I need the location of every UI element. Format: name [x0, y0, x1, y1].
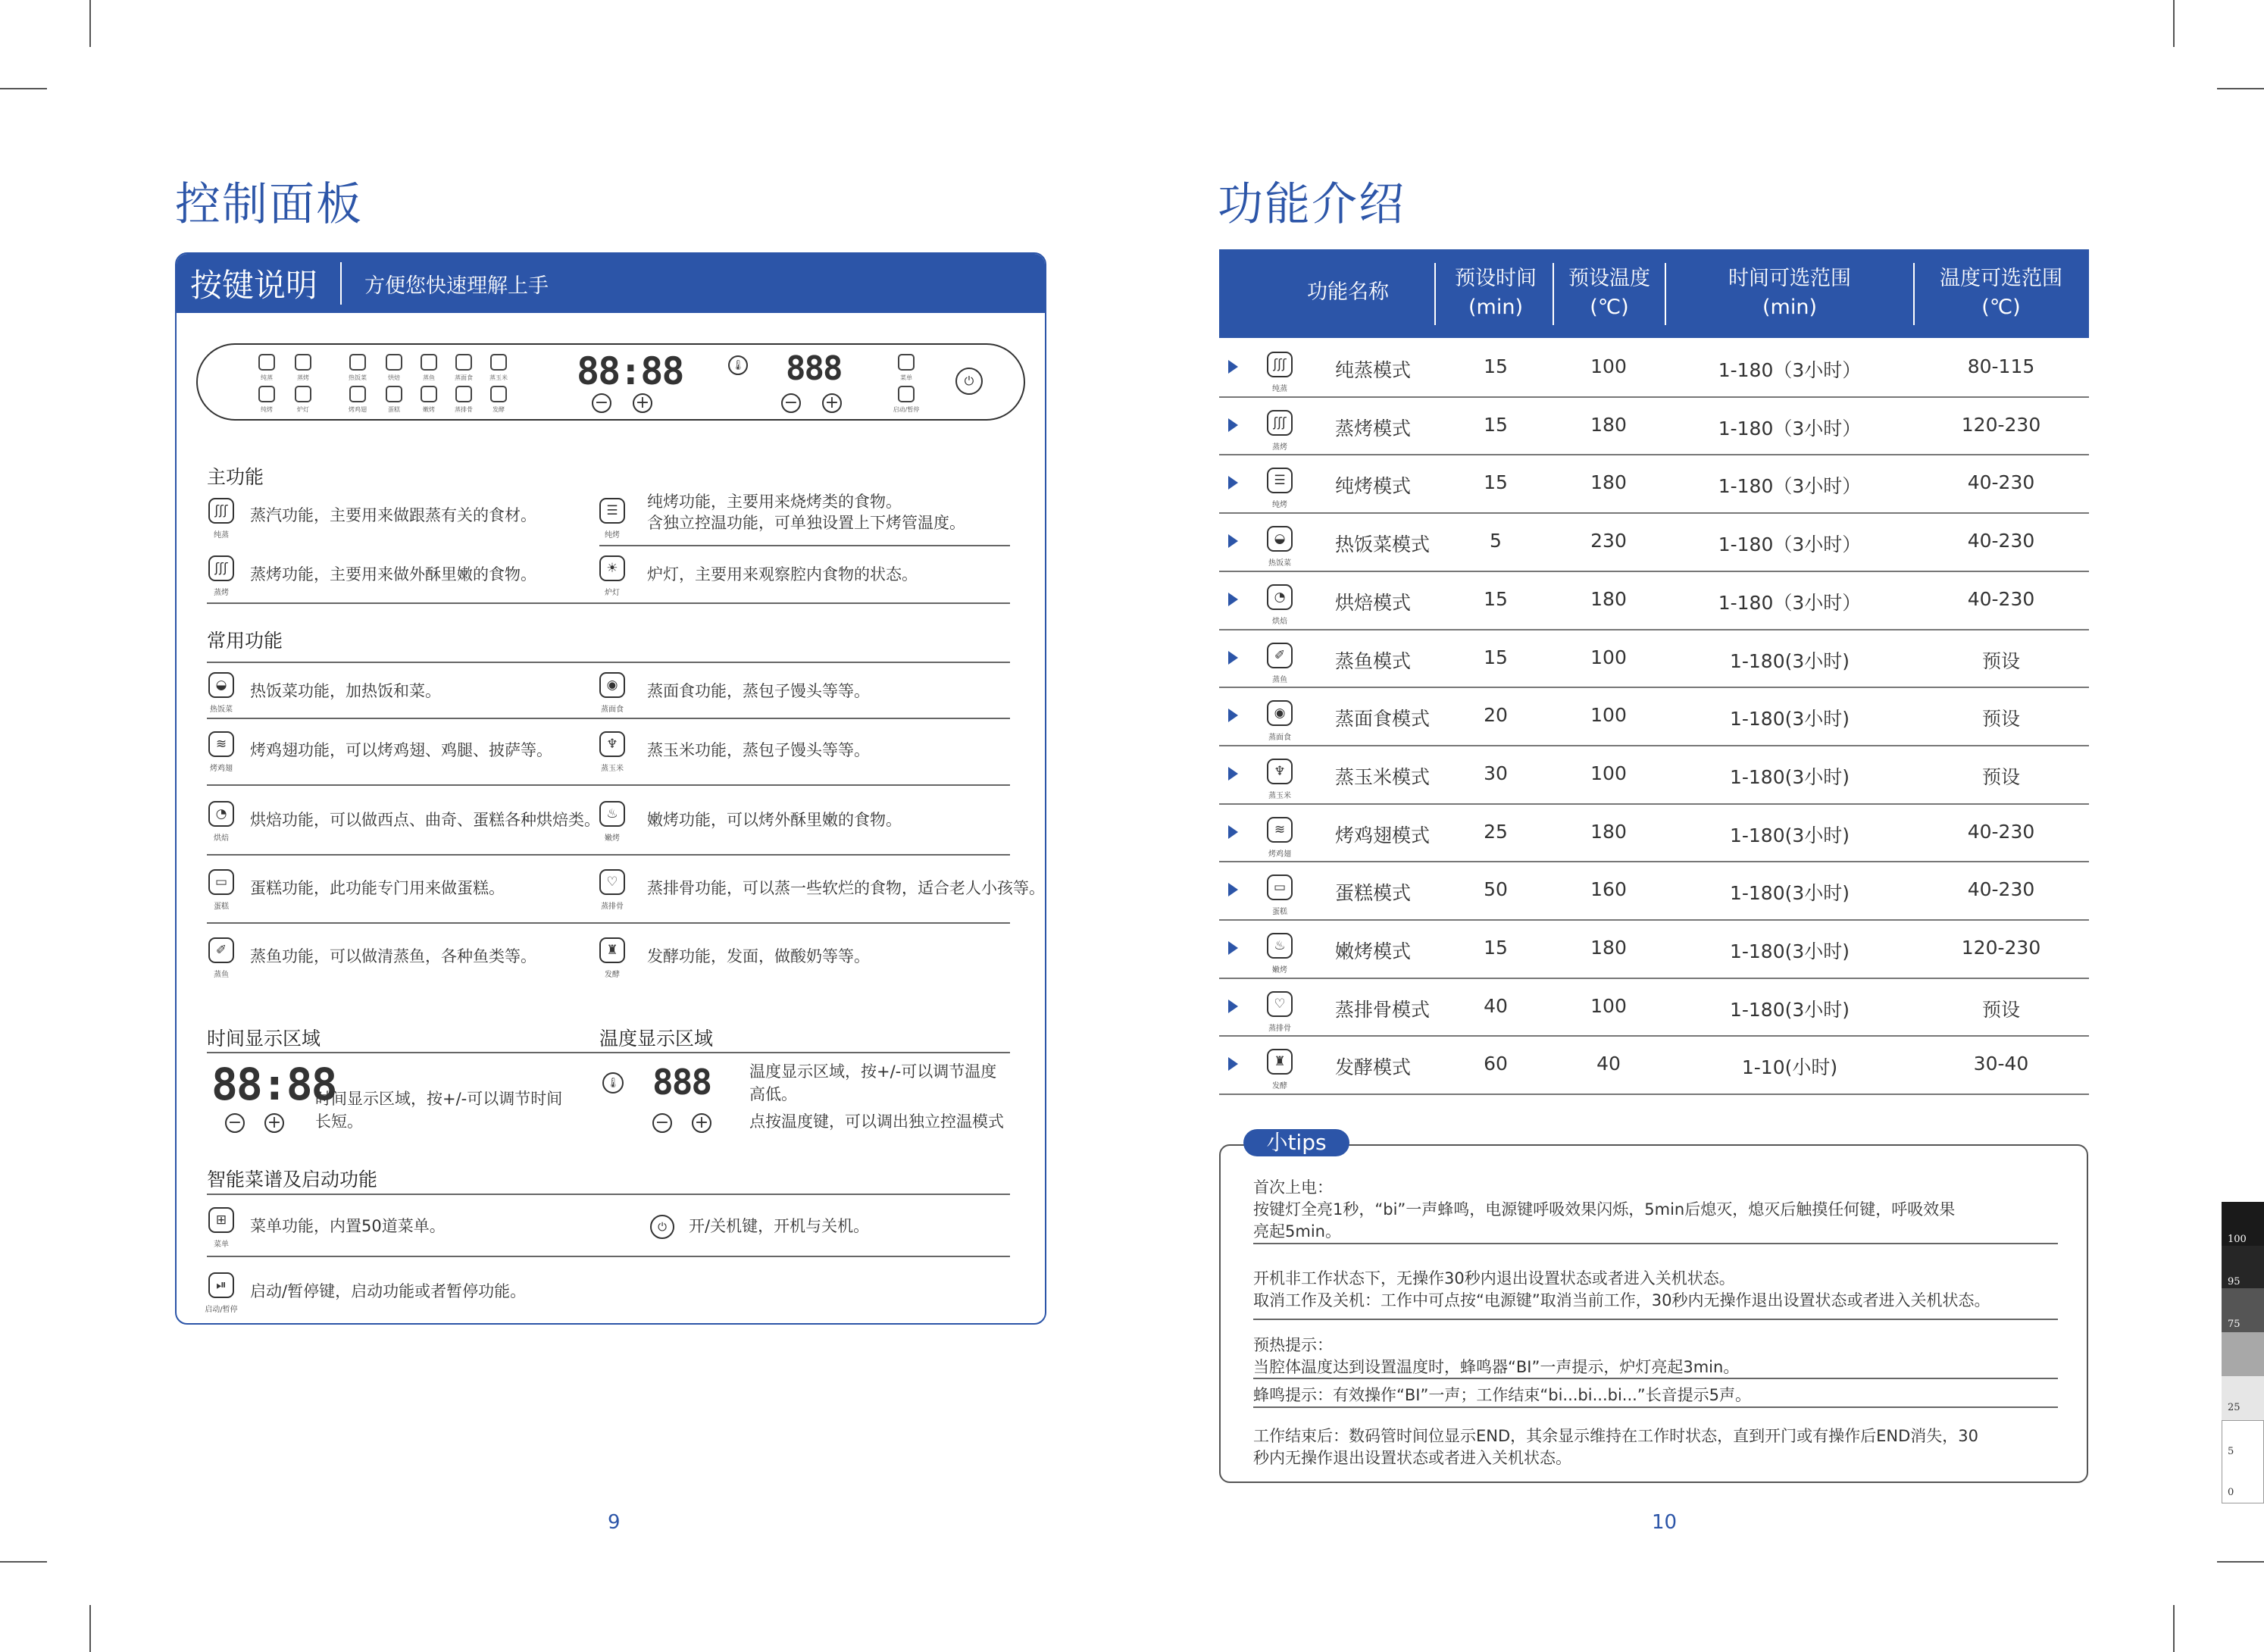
divider	[207, 1052, 1010, 1053]
plus-icon: +	[264, 1113, 284, 1133]
temp-range: 40-230	[1967, 878, 2035, 901]
preset-time: 15	[1484, 646, 1508, 668]
temp-desc: 点按温度键，可以调出独立控温模式	[749, 1112, 1004, 1131]
function-icon	[386, 354, 402, 371]
grey-scale-swatch	[2222, 1332, 2264, 1376]
start-pause-icon	[898, 386, 915, 402]
function-icon: ◒	[208, 672, 234, 698]
icon-caption: 纯烤	[1272, 501, 1287, 510]
temp-range: 预设	[1981, 649, 2020, 672]
icon-caption: 蒸烤	[1272, 443, 1287, 452]
function-label: 发酵	[493, 406, 505, 413]
tip-line: 预热提示：	[1253, 1336, 1333, 1354]
function-icon: ʃʃʃ	[1267, 352, 1293, 377]
header-temp-range: 温度可选范围	[1940, 267, 2062, 290]
row-arrow-icon	[1228, 767, 1238, 781]
icon-caption: 嫩烤	[605, 834, 620, 843]
time-range: 1-180（3小时）	[1718, 417, 1862, 440]
smart-item-desc: 开/关机键，开机与关机。	[689, 1217, 870, 1235]
row-divider	[1219, 803, 2089, 805]
tip-line: 首次上电：	[1253, 1178, 1333, 1197]
temp-range: 40-230	[1967, 530, 2035, 552]
function-name: 蒸鱼模式	[1335, 649, 1412, 672]
menu-label: 菜单	[900, 374, 912, 381]
main-item-desc: 纯烤功能，主要用来烧烤类的食物。	[647, 493, 902, 511]
function-icon	[421, 354, 437, 371]
preset-temp: 180	[1590, 587, 1627, 610]
icon-caption: 蒸排骨	[601, 903, 624, 911]
tip-divider	[1253, 1319, 2058, 1320]
function-name: 蛋糕模式	[1335, 882, 1412, 905]
common-item-desc: 热饭菜功能，加热饭和菜。	[250, 682, 441, 700]
control-panel-diagram	[196, 343, 1025, 421]
preset-time: 20	[1484, 704, 1508, 727]
preset-time: 5	[1490, 530, 1502, 552]
function-icon: ♡	[599, 869, 625, 895]
function-name: 蒸玉米模式	[1335, 765, 1431, 788]
grey-scale-swatch	[2222, 1376, 2264, 1420]
icon-caption: 烤鸡翅	[210, 765, 233, 773]
preset-time: 25	[1484, 820, 1508, 843]
page-number: 10	[1652, 1511, 1678, 1534]
function-label: 蒸鱼	[423, 374, 435, 381]
function-icon: ◉	[1267, 700, 1293, 726]
main-item-desc: 炉灯，主要用来观察腔内食物的状态。	[647, 565, 918, 584]
function-label: 蒸烤	[297, 374, 309, 381]
section-main-functions: 主功能	[207, 466, 264, 488]
grey-scale-label: 0	[2228, 1487, 2234, 1498]
time-desc: 时间显示区域，按+/-可以调节时间	[315, 1090, 563, 1108]
function-icon: ◉	[599, 672, 625, 698]
preset-time: 15	[1484, 413, 1508, 436]
icon-caption: 蒸面食	[1268, 734, 1291, 743]
time-display: 88:88	[577, 349, 683, 393]
function-icon: ✐	[208, 937, 234, 963]
icon-caption: 蛋糕	[1272, 908, 1287, 917]
time-range: 1-180(3小时)	[1729, 765, 1850, 788]
divider	[207, 718, 1010, 719]
time-display-large: 88:88	[211, 1059, 336, 1110]
row-arrow-icon	[1228, 825, 1238, 839]
preset-time: 40	[1484, 994, 1508, 1017]
row-arrow-icon	[1228, 476, 1238, 490]
function-icon	[295, 386, 311, 402]
icon-caption: 菜单	[214, 1241, 229, 1249]
time-desc: 长短。	[315, 1112, 363, 1131]
row-arrow-icon	[1228, 709, 1238, 722]
function-icon: ≋	[1267, 817, 1293, 843]
icon-caption: 发酵	[1272, 1082, 1287, 1091]
header-function-name: 功能名称	[1307, 280, 1389, 304]
power-icon: ⏻	[650, 1215, 674, 1239]
grey-scale-label: 75	[2228, 1319, 2241, 1330]
icon-caption: 蒸烤	[214, 589, 229, 597]
tip-line: 工作结束后：数码管时间位显示END，其余显示维持在工作时状态，直到开门或有操作后END消失，30	[1253, 1427, 1979, 1445]
function-icon: ♜	[599, 937, 625, 963]
preset-time: 30	[1484, 762, 1508, 784]
icon-caption: 启动/暂停	[205, 1306, 238, 1314]
function-icon: ♨	[1267, 933, 1293, 959]
row-arrow-icon	[1228, 360, 1238, 374]
row-arrow-icon	[1228, 593, 1238, 606]
divider	[599, 545, 1010, 546]
minus-icon: −	[652, 1113, 672, 1133]
main-item-desc: 含独立控温功能，可单独设置上下烤管温度。	[647, 514, 965, 532]
divider	[207, 662, 1010, 663]
minus-icon: −	[592, 393, 611, 413]
function-name: 纯烤模式	[1335, 475, 1412, 498]
row-divider	[1219, 396, 2089, 398]
time-range: 1-180(3小时)	[1729, 824, 1850, 846]
section-smart-recipes: 智能菜谱及启动功能	[207, 1169, 378, 1191]
panel-header	[177, 254, 1045, 313]
temp-display-large: 888	[652, 1062, 711, 1103]
plus-icon: +	[633, 393, 652, 413]
temp-range: 30-40	[1973, 1053, 2029, 1075]
crop-mark	[2173, 1605, 2175, 1652]
temp-range: 预设	[1981, 765, 2020, 788]
power-icon: ⏻	[955, 368, 983, 395]
function-name: 烘焙模式	[1335, 591, 1412, 614]
icon-caption: 嫩烤	[1272, 966, 1287, 975]
preset-temp: 100	[1590, 762, 1627, 784]
menu-icon	[898, 354, 915, 371]
function-label: 蒸面食	[455, 374, 473, 381]
tip-line: 开机非工作状态下，无操作30秒内退出设置状态或者进入关机状态。	[1253, 1269, 1735, 1287]
section-time-display: 时间显示区域	[207, 1028, 321, 1050]
header-time-range-unit: (min)	[1762, 296, 1817, 319]
function-label: 纯烤	[261, 406, 273, 413]
icon-caption: 蒸玉米	[1268, 791, 1291, 800]
function-name: 蒸面食模式	[1335, 708, 1431, 731]
function-label: 嫩烤	[423, 406, 435, 413]
crop-mark	[2173, 0, 2175, 47]
section-common-functions: 常用功能	[207, 630, 283, 652]
preset-temp: 40	[1596, 1053, 1621, 1075]
smart-item-desc: 菜单功能，内置50道菜单。	[250, 1217, 446, 1235]
header-time-range: 时间可选范围	[1728, 267, 1851, 290]
tip-line: 当腔体温度达到设置温度时，蜂鸣器“BI”一声提示，炉灯亮起3min。	[1253, 1358, 1740, 1376]
function-name: 蒸烤模式	[1335, 417, 1412, 440]
divider	[207, 784, 1010, 786]
preset-time: 15	[1484, 471, 1508, 494]
time-range: 1-180（3小时）	[1718, 475, 1862, 498]
preset-temp: 180	[1590, 413, 1627, 436]
tip-line: 蜂鸣提示：有效操作“BI”一声；工作结束“bi...bi...bi...”长音提示5声。	[1253, 1386, 1752, 1404]
grey-scale-label: 25	[2228, 1402, 2241, 1413]
common-item-desc: 蒸面食功能，蒸包子馒头等等。	[647, 682, 870, 700]
divider	[207, 602, 1010, 604]
time-range: 1-180(3小时)	[1729, 940, 1850, 962]
icon-caption: 炉灯	[605, 589, 620, 597]
function-icon: ◔	[1267, 584, 1293, 610]
time-range: 1-180(3小时)	[1729, 882, 1850, 905]
panel-header-title: 按键说明	[190, 267, 318, 304]
temp-desc: 高低。	[749, 1085, 797, 1103]
grey-scale-label: 5	[2228, 1446, 2234, 1457]
function-icon: ▭	[1267, 874, 1293, 900]
preset-temp: 100	[1590, 704, 1627, 727]
function-icon: ≋	[208, 731, 234, 757]
function-label: 蛋糕	[388, 406, 400, 413]
function-icon	[258, 386, 275, 402]
function-icon: ♡	[1267, 991, 1293, 1017]
crop-mark	[0, 1561, 47, 1563]
preset-temp: 180	[1590, 820, 1627, 843]
function-name: 纯蒸模式	[1335, 359, 1412, 381]
function-icon: ✐	[1267, 643, 1293, 668]
temp-range: 预设	[1981, 708, 2020, 731]
preset-time: 15	[1484, 937, 1508, 959]
row-arrow-icon	[1228, 941, 1238, 955]
common-item-desc: 蒸玉米功能，蒸包子馒头等等。	[647, 741, 870, 759]
function-name: 蒸排骨模式	[1335, 998, 1431, 1021]
icon-caption: 烘焙	[1272, 617, 1287, 626]
function-label: 蒸排骨	[455, 406, 473, 413]
time-range: 1-180(3小时)	[1729, 998, 1850, 1021]
row-arrow-icon	[1228, 534, 1238, 548]
plus-icon: +	[822, 393, 842, 413]
tip-divider	[1253, 1378, 2058, 1379]
icon-caption: 蒸鱼	[214, 971, 229, 979]
row-arrow-icon	[1228, 1057, 1238, 1071]
icon-caption: 蒸鱼	[1272, 675, 1287, 684]
function-icon	[349, 386, 366, 402]
icon-caption: 发酵	[605, 971, 620, 979]
row-divider	[1219, 512, 2089, 514]
function-icon	[386, 386, 402, 402]
preset-temp: 230	[1590, 530, 1627, 552]
row-arrow-icon	[1228, 1000, 1238, 1013]
start-pause-label: 启动/暂停	[893, 406, 920, 413]
divider	[207, 1194, 1010, 1195]
grey-scale-label: 95	[2228, 1276, 2241, 1287]
header-preset-time-unit: (min)	[1468, 296, 1523, 319]
function-label: 蒸玉米	[489, 374, 508, 381]
function-icon	[258, 354, 275, 371]
crop-mark	[0, 88, 47, 89]
common-item-desc: 烘焙功能，可以做西点、曲奇、蛋糕各种烘焙类。	[250, 811, 600, 829]
common-item-desc: 烤鸡翅功能，可以烤鸡翅、鸡腿、披萨等。	[250, 741, 552, 759]
icon-caption: 烘焙	[214, 834, 229, 843]
icon-caption: 蒸玉米	[601, 765, 624, 773]
row-arrow-icon	[1228, 651, 1238, 665]
function-icon	[490, 354, 507, 371]
function-icon	[490, 386, 507, 402]
page-title: 功能介绍	[1218, 178, 1406, 231]
function-icon: ◒	[1267, 526, 1293, 552]
preset-temp: 180	[1590, 937, 1627, 959]
time-range: 1-180（3小时）	[1718, 591, 1862, 614]
function-label: 烘焙	[388, 374, 400, 381]
function-icon: ◔	[208, 801, 234, 827]
divider	[207, 854, 1010, 856]
tip-line: 取消工作及关机：工作中可点按“电源键”取消当前工作，30秒内无操作退出设置状态或者进入关机状态。	[1253, 1291, 1990, 1309]
start-pause-icon: ⏯	[208, 1272, 234, 1298]
divider	[207, 1256, 1010, 1257]
icon-caption: 纯蒸	[214, 531, 229, 540]
pure-steam-icon: ʃʃʃ	[208, 498, 234, 524]
crop-mark	[2217, 1561, 2264, 1563]
function-label: 烤鸡翅	[349, 406, 367, 413]
function-icon: ♆	[1267, 759, 1293, 784]
icon-caption: 蒸面食	[601, 706, 624, 714]
time-range: 1-180(3小时)	[1729, 708, 1850, 731]
temp-range: 40-230	[1967, 587, 2035, 610]
icon-caption: 热饭菜	[1268, 559, 1291, 568]
thermometer-icon: 🌡	[728, 355, 748, 375]
row-divider	[1219, 687, 2089, 688]
row-divider	[1219, 861, 2089, 862]
crop-mark	[89, 1605, 91, 1652]
pure-bake-icon: ☰	[599, 498, 625, 524]
oven-light-icon: ☀	[599, 555, 625, 581]
row-arrow-icon	[1228, 418, 1238, 432]
time-range: 1-180（3小时）	[1718, 359, 1862, 381]
temp-range: 预设	[1981, 998, 2020, 1021]
minus-icon: −	[225, 1113, 245, 1133]
function-icon: ʃʃʃ	[1267, 410, 1293, 436]
function-icon	[349, 354, 366, 371]
header-preset-time: 预设时间	[1455, 267, 1537, 290]
time-range: 1-180(3小时)	[1729, 649, 1850, 672]
temp-desc: 温度显示区域，按+/-可以调节温度	[749, 1062, 997, 1081]
row-divider	[1219, 745, 2089, 746]
preset-temp: 180	[1590, 471, 1627, 494]
function-table-header	[1219, 249, 2089, 338]
icon-caption: 蛋糕	[214, 903, 229, 911]
function-icon	[421, 386, 437, 402]
function-icon	[295, 354, 311, 371]
common-item-desc: 嫩烤功能，可以烤外酥里嫩的食物。	[647, 811, 902, 829]
row-divider	[1219, 1035, 2089, 1037]
key-description-panel	[175, 252, 1046, 1325]
smart-item-desc: 启动/暂停键，启动功能或者暂停功能。	[250, 1282, 527, 1300]
function-icon: ▭	[208, 869, 234, 895]
row-divider	[1219, 919, 2089, 921]
icon-caption: 热饭菜	[210, 706, 233, 714]
temp-display: 888	[786, 349, 842, 388]
tip-divider	[1253, 1406, 2058, 1408]
page-title: 控制面板	[175, 178, 363, 231]
page-number: 9	[608, 1511, 621, 1534]
function-name: 嫩烤模式	[1335, 940, 1412, 962]
temp-range: 80-115	[1967, 355, 2035, 377]
menu-icon: ⊞	[208, 1207, 234, 1233]
preset-temp: 100	[1590, 646, 1627, 668]
preset-time: 50	[1484, 878, 1508, 901]
icon-caption: 纯蒸	[1272, 385, 1287, 393]
panel-header-subtitle: 方便您快速理解上手	[364, 274, 549, 298]
row-divider	[1219, 629, 2089, 630]
row-divider	[1219, 454, 2089, 455]
tip-line: 亮起5min。	[1253, 1222, 1341, 1241]
preset-time: 15	[1484, 355, 1508, 377]
header-divider	[1434, 263, 1436, 325]
section-temp-display: 温度显示区域	[599, 1028, 714, 1050]
temp-range: 40-230	[1967, 471, 2035, 494]
header-preset-temp-unit: (℃)	[1590, 296, 1629, 319]
function-name: 烤鸡翅模式	[1335, 824, 1431, 846]
tip-line: 秒内无操作退出设置状态或者进入关机状态。	[1253, 1449, 1571, 1467]
function-label: 纯蒸	[261, 374, 273, 381]
header-divider	[340, 262, 342, 305]
time-range: 1-180（3小时）	[1718, 533, 1862, 556]
common-item-desc: 蛋糕功能，此功能专门用来做蛋糕。	[250, 879, 505, 897]
row-arrow-icon	[1228, 883, 1238, 896]
common-item-desc: 发酵功能，发面，做酸奶等等。	[647, 947, 870, 965]
temp-range: 120-230	[1961, 937, 2041, 959]
icon-caption: 纯烤	[605, 531, 620, 540]
icon-caption: 烤鸡翅	[1268, 849, 1291, 859]
tips-badge: 小tips	[1243, 1129, 1349, 1156]
grey-scale-label: 100	[2228, 1234, 2247, 1245]
common-item-desc: 蒸排骨功能，可以蒸一些软烂的食物，适合老人小孩等。	[647, 879, 1045, 897]
preset-temp: 160	[1590, 878, 1627, 901]
preset-time: 15	[1484, 587, 1508, 610]
preset-temp: 100	[1590, 355, 1627, 377]
function-label: 炉灯	[297, 406, 309, 413]
function-icon: ♆	[599, 731, 625, 757]
temp-range: 40-230	[1967, 820, 2035, 843]
preset-time: 60	[1484, 1053, 1508, 1075]
icon-caption: 蒸排骨	[1268, 1024, 1291, 1033]
row-divider	[1219, 978, 2089, 979]
main-item-desc: 蒸烤功能，主要用来做外酥里嫩的食物。	[250, 565, 536, 584]
steam-bake-icon: ʃʃʃ	[208, 555, 234, 581]
tip-divider	[1253, 1243, 2058, 1244]
tip-line: 按键灯全亮1秒，“bi”一声蜂鸣，电源键呼吸效果闪烁，5min后熄灭，熄灭后触摸任何键，呼吸效果	[1253, 1200, 1956, 1219]
header-temp-range-unit: (℃)	[1981, 296, 2021, 319]
row-divider	[1219, 571, 2089, 572]
header-preset-temp: 预设温度	[1568, 267, 1650, 290]
row-divider	[1219, 1094, 2089, 1095]
function-icon: ☰	[1267, 468, 1293, 493]
time-range: 1-10(小时)	[1741, 1056, 1838, 1079]
function-icon: ♜	[1267, 1049, 1293, 1075]
function-name: 热饭菜模式	[1335, 533, 1431, 556]
main-item-desc: 蒸汽功能，主要用来做跟蒸有关的食材。	[250, 506, 536, 524]
common-item-desc: 蒸鱼功能，可以做清蒸鱼，各种鱼类等。	[250, 947, 536, 965]
divider	[207, 922, 1010, 924]
function-label: 热饭菜	[349, 374, 367, 381]
plus-icon: +	[692, 1113, 711, 1133]
preset-temp: 100	[1590, 994, 1627, 1017]
crop-mark	[89, 0, 91, 47]
function-icon	[455, 386, 472, 402]
temp-range: 120-230	[1961, 413, 2041, 436]
function-name: 发酵模式	[1335, 1056, 1412, 1079]
function-icon	[455, 354, 472, 371]
thermometer-icon: 🌡	[602, 1072, 624, 1094]
function-icon: ♨	[599, 801, 625, 827]
crop-mark	[2217, 88, 2264, 89]
minus-icon: −	[781, 393, 801, 413]
